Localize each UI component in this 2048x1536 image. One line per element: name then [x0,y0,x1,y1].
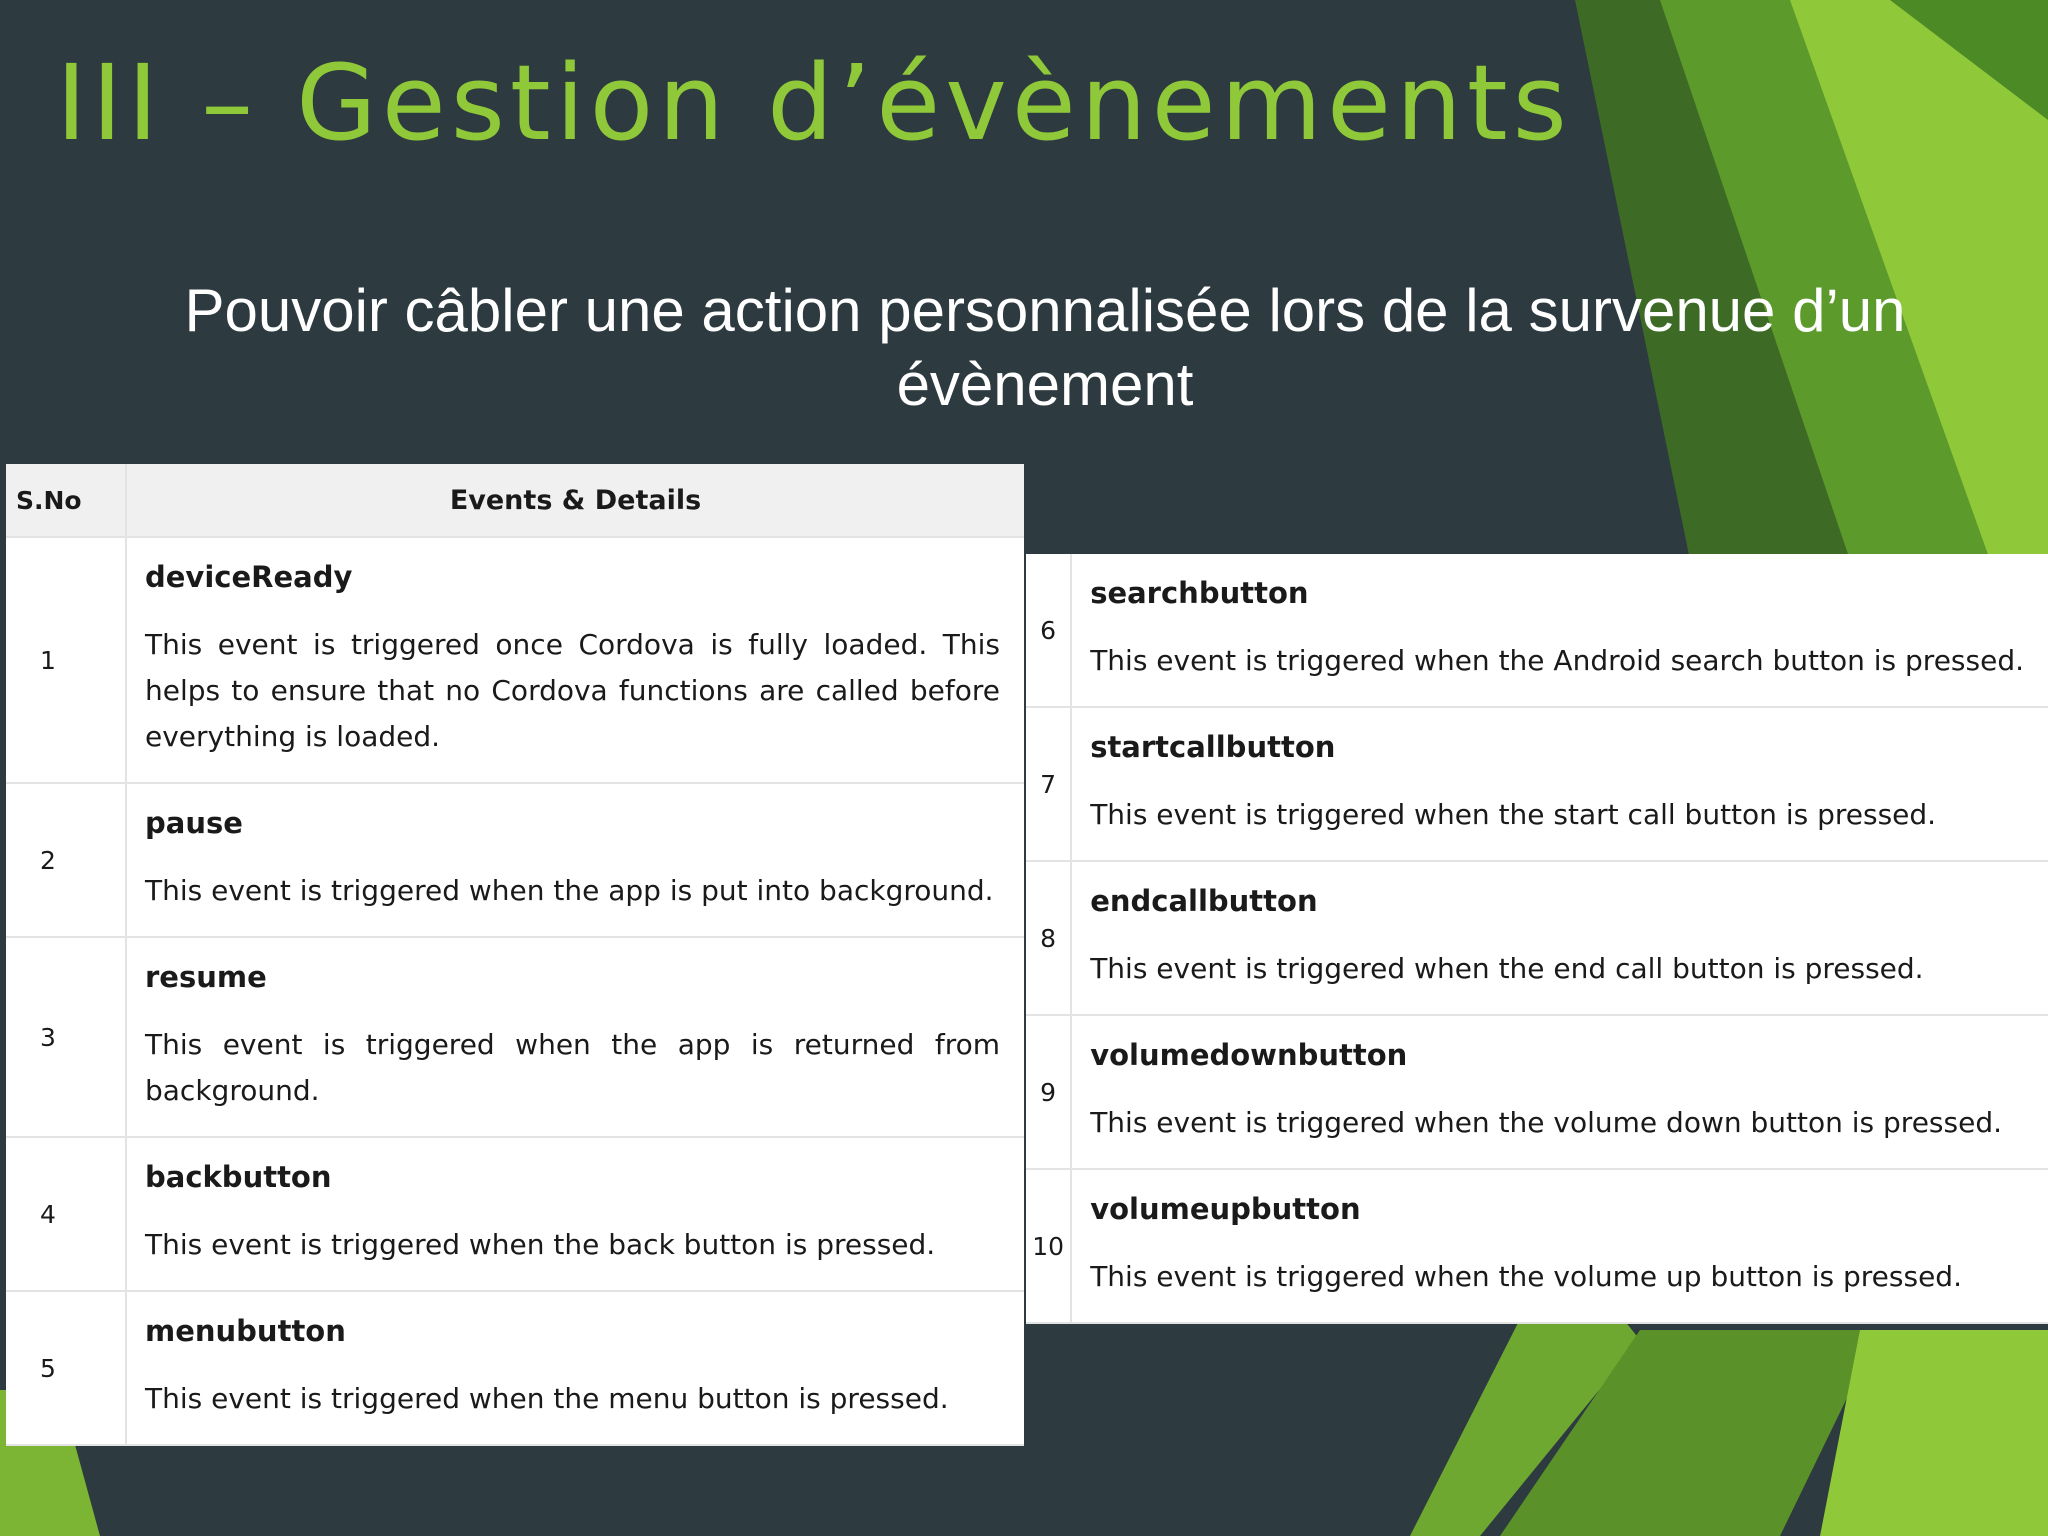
table-row [1026,707,2048,861]
table-row [6,1137,1024,1291]
event-name: deviceReady [145,560,353,594]
event-name: endcallbutton [1090,884,1318,918]
row-number: 7 [1026,707,1071,861]
row-details [1071,1015,2048,1169]
row-number: 10 [1026,1169,1071,1323]
event-name: volumedownbutton [1090,1038,1408,1072]
header-sno: S.No [6,464,126,537]
row-details [126,1291,1024,1445]
row-details [126,1137,1024,1291]
event-description: This event is triggered once Cordova is fully loaded. This helps to ensure that no Cordova functions are called before everything is loaded. [145,628,1000,753]
event-name: backbutton [145,1160,332,1194]
event-description: This event is triggered when the end call button is pressed. [1090,952,1924,985]
event-description: This event is triggered when the back button is pressed. [145,1228,936,1261]
row-number: 2 [6,783,126,937]
table-row [6,783,1024,937]
row-number: 8 [1026,861,1071,1015]
events-table-left [6,464,1024,1446]
event-name: startcallbutton [1090,730,1336,764]
row-details [1071,707,2048,861]
event-description: This event is triggered when the volume up button is pressed. [1090,1260,1962,1293]
event-name: searchbutton [1090,576,1309,610]
event-name: menubutton [145,1314,346,1348]
row-details [1071,554,2048,707]
event-description: This event is triggered when the app is returned from background. [145,1028,1000,1107]
event-description: This event is triggered when the Android search button is pressed. [1090,644,2024,677]
row-details [126,537,1024,783]
event-description: This event is triggered when the menu button is pressed. [145,1382,949,1415]
event-name: pause [145,806,243,840]
row-number: 6 [1026,554,1071,707]
header-events-details: Events & Details [126,464,1024,537]
row-number: 5 [6,1291,126,1445]
slide-title: III – Gestion d’évènements [56,42,1572,164]
row-details [126,937,1024,1137]
table-row [1026,861,2048,1015]
row-number: 3 [6,937,126,1137]
table-header-row [6,464,1024,537]
event-description: This event is triggered when the volume down button is pressed. [1090,1106,2003,1139]
table-row [6,1291,1024,1445]
row-details [1071,1169,2048,1323]
table-row [6,937,1024,1137]
events-table-right [1026,554,2048,1324]
row-number: 4 [6,1137,126,1291]
event-name: resume [145,960,267,994]
row-details [126,783,1024,937]
event-description: This event is triggered when the start call button is pressed. [1090,798,1937,831]
table-row [1026,554,2048,707]
row-number: 1 [6,537,126,783]
table-row [1026,1015,2048,1169]
row-number: 9 [1026,1015,1071,1169]
event-name: volumeupbutton [1090,1192,1361,1226]
row-details [1071,861,2048,1015]
table-row [1026,1169,2048,1323]
slide-subtitle: Pouvoir câbler une action personnalisée lors de la survenue d’un évènement [184,277,1906,418]
event-description: This event is triggered when the app is put into background. [145,874,994,907]
table-row [6,537,1024,783]
